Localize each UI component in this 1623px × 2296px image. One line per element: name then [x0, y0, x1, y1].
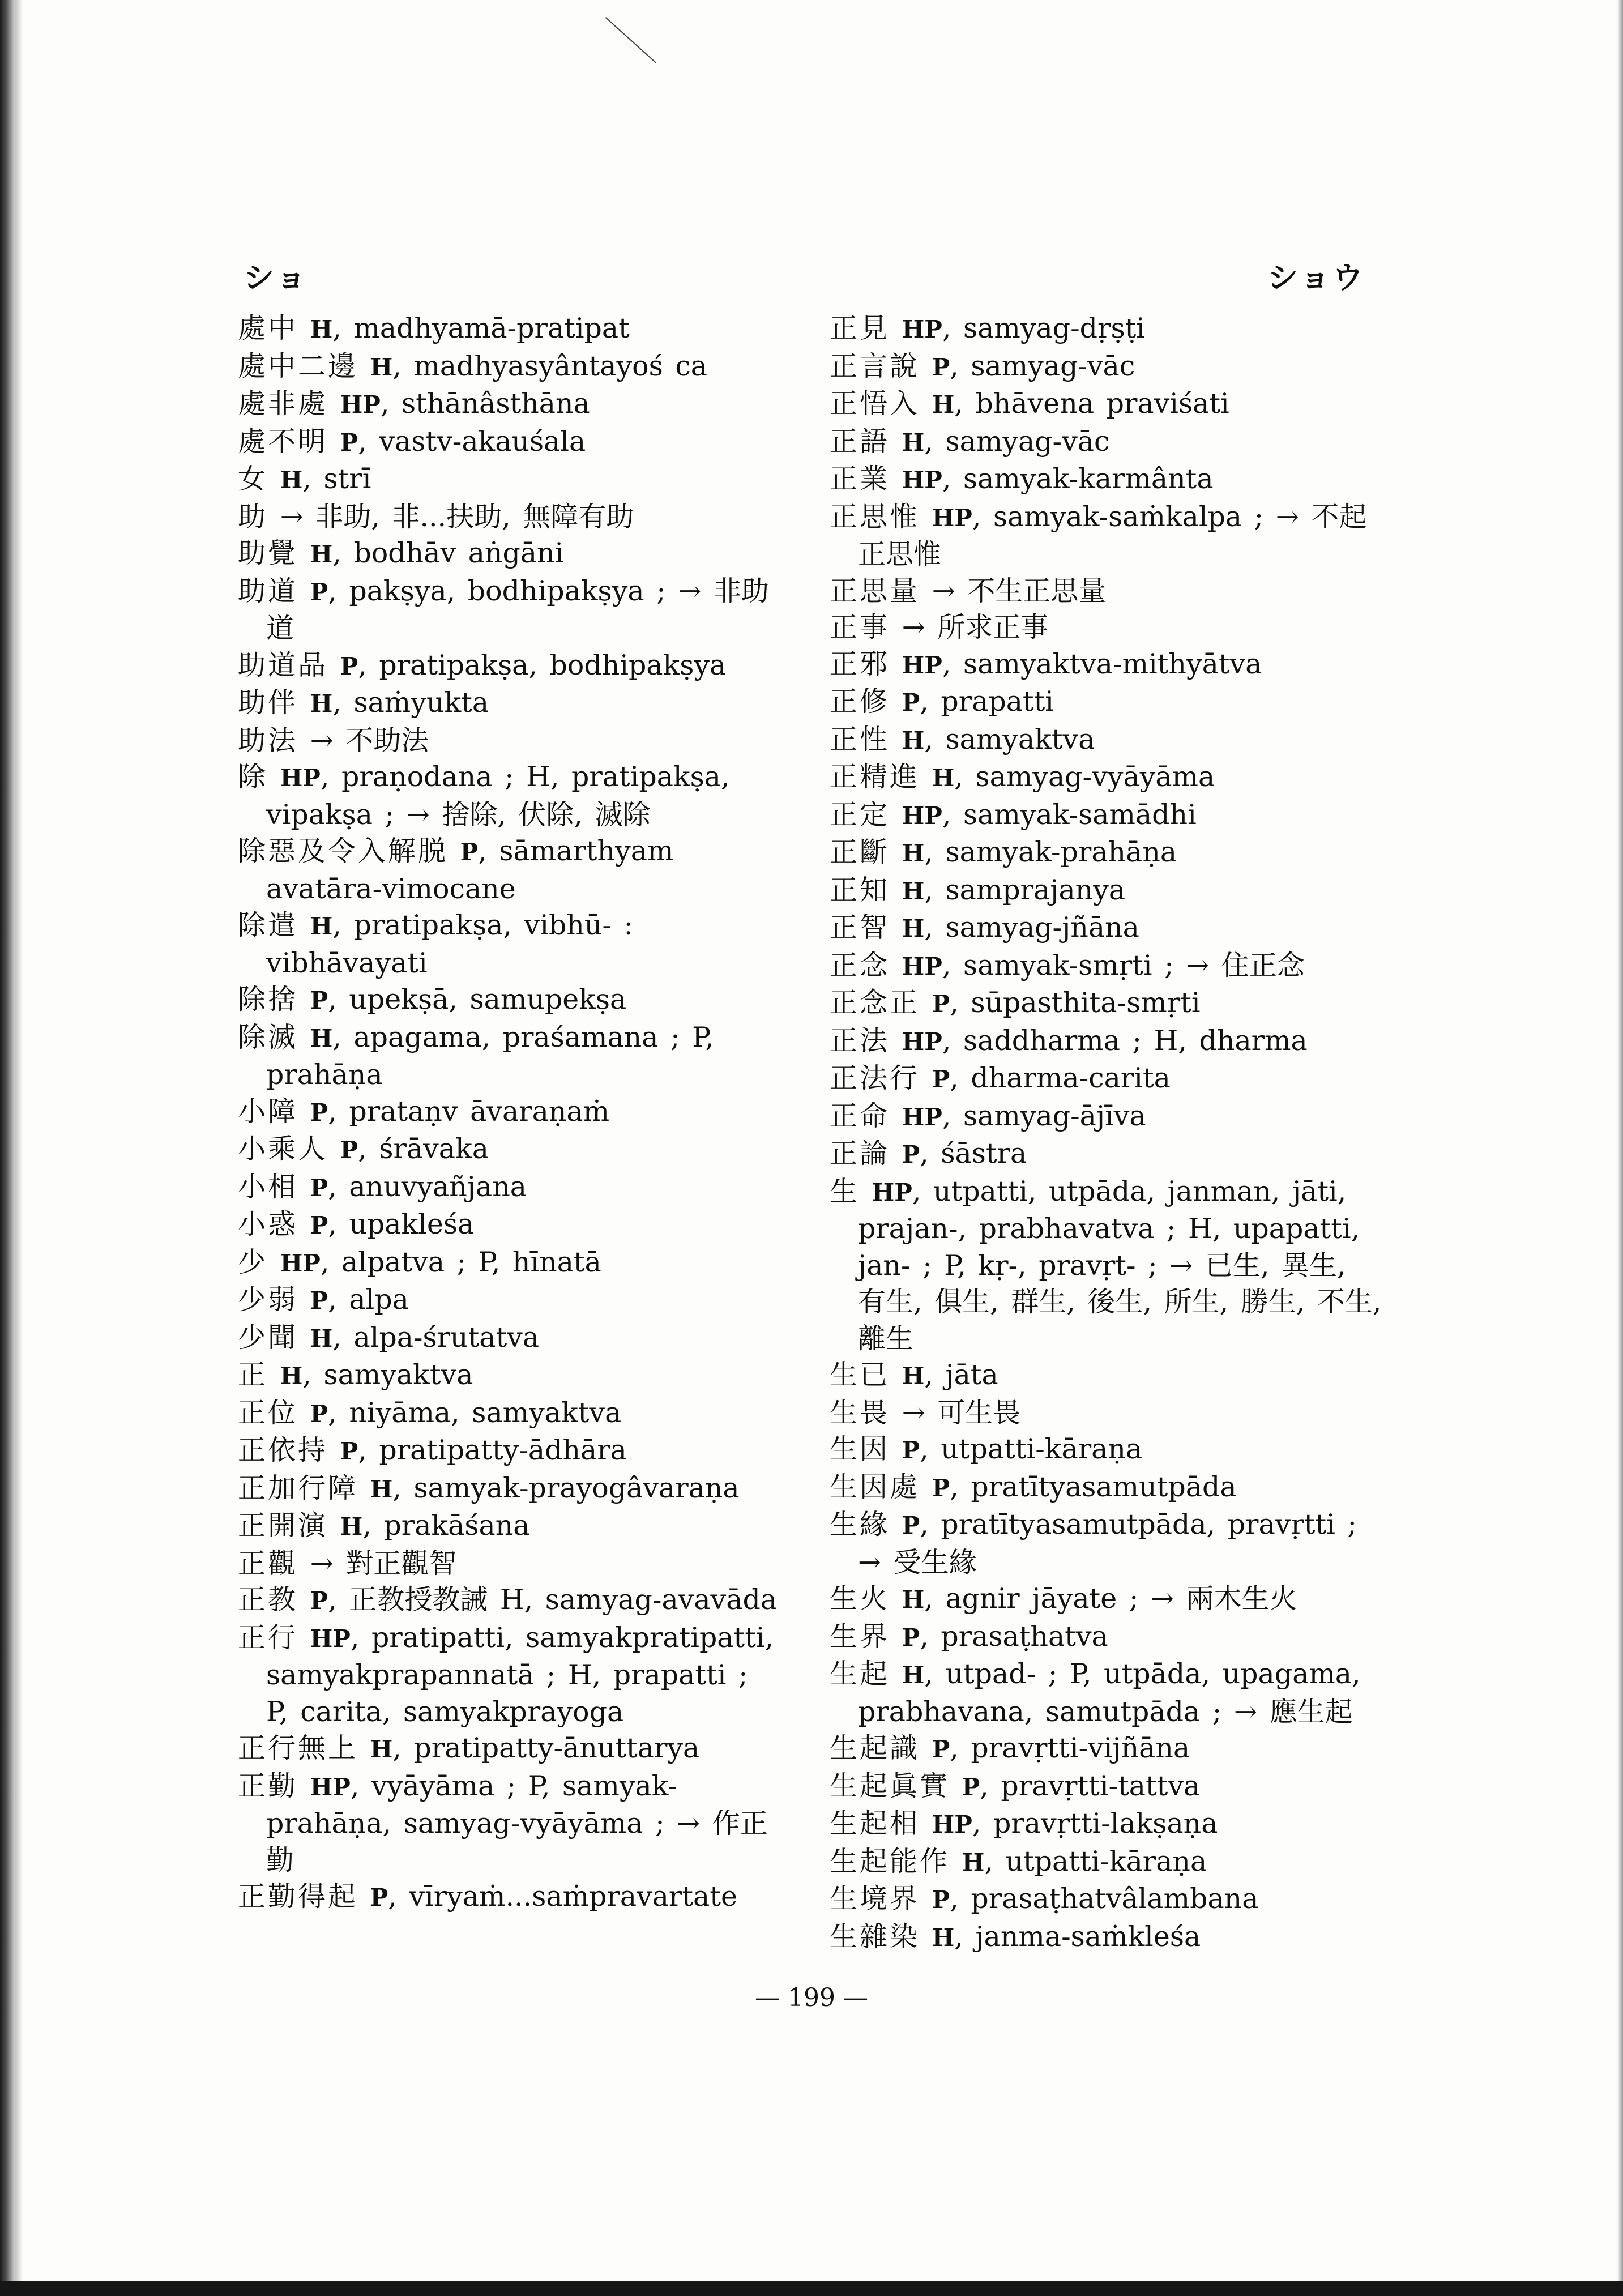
dictionary-entry: 少弱 P, alpa: [238, 1283, 409, 1316]
entry-definition: samyag-jñāna: [945, 911, 1139, 944]
dictionary-entry: 正命 HP, samyag-ājīva: [830, 1099, 1146, 1132]
entry-source-marker: H: [902, 915, 925, 942]
dictionary-entry: 正言說 P, samyag-vāc: [830, 349, 1135, 382]
dictionary-entry: 正開演 H, prakāśana: [238, 1509, 530, 1542]
entry-source-marker: H: [902, 1586, 925, 1614]
entry-headword: 助道: [238, 574, 298, 607]
entry-source-marker: H: [310, 540, 333, 568]
entry-headword: 生起眞實: [830, 1769, 950, 1802]
entry-headword: 少: [238, 1245, 268, 1278]
entry-definition: madhyasyântayoś ca: [413, 349, 707, 382]
entry-definition: anuvyañjana: [349, 1170, 527, 1203]
entry-definition: pakṣya, bodhipakṣya ; → 非助道: [266, 574, 769, 645]
entry-definition: pratipakṣa, vibhū- : vibhāvayati: [266, 909, 634, 979]
entry-source-marker: P: [370, 1884, 388, 1911]
entry-source-marker: H: [280, 466, 303, 494]
entry-headword: 生起相: [830, 1807, 920, 1840]
entry-headword: 生因: [830, 1433, 890, 1465]
entry-source-marker: P: [310, 1287, 328, 1315]
entry-headword: 生已: [830, 1359, 890, 1391]
dictionary-entry: [238, 723, 781, 759]
dictionary-entry: 正性 H, samyaktva: [830, 723, 1095, 756]
entry-headword: 正加行障: [238, 1471, 358, 1504]
entry-headword: 正行: [238, 1621, 298, 1654]
entry-source-marker: H: [370, 1475, 393, 1503]
entry-headword: 正知: [830, 873, 890, 906]
dictionary-entry: 正修 P, prapatti: [830, 685, 1054, 718]
entry-headword: 小相: [238, 1170, 298, 1203]
entry-definition: sūpasthita-smṛti: [971, 987, 1201, 1019]
entry-definition: prasaṭhatvâlambana: [971, 1883, 1259, 1915]
entry-definition: prakāśana: [383, 1509, 530, 1542]
page-number: — 199 —: [755, 1983, 868, 2012]
entry-headword: 少弱: [238, 1283, 298, 1316]
entry-definition: samyag-vyāyāma: [975, 761, 1215, 793]
entry-headword: 生雜染: [830, 1920, 920, 1953]
entry-definition: prataṇv āvaraṇaṁ: [349, 1095, 610, 1128]
entry-source-marker: HP: [340, 391, 381, 419]
entry-definition: samprajanya: [945, 873, 1126, 906]
entry-definition: upekṣā, samupekṣa: [349, 983, 627, 1015]
entry-definition: pravṛtti-lakṣaṇa: [993, 1807, 1218, 1840]
entry-definition: vīryaṁ...saṁpravartate: [409, 1880, 737, 1913]
entry-headword: 生火: [830, 1582, 890, 1615]
entry-headword: 正法: [830, 1024, 890, 1057]
entry-headword: 正性: [830, 723, 890, 756]
dictionary-entry: [830, 609, 1385, 646]
entry-source-marker: P: [310, 1173, 328, 1202]
entry-source-marker: P: [902, 1436, 920, 1464]
entry-headword: 正言說: [830, 349, 920, 382]
entry-headword: 助伴: [238, 686, 298, 719]
entry-headword: 正智: [830, 911, 890, 944]
entry-definition: pratipatty-ānuttarya: [413, 1732, 700, 1764]
entry-headword: 助覺: [238, 537, 298, 569]
entry-headword: 生起識: [830, 1732, 920, 1764]
entry-source-marker: HP: [902, 801, 942, 830]
dictionary-entry: 生因處 P, pratītyasamutpāda: [830, 1470, 1237, 1503]
entry-source-marker: HP: [280, 1249, 321, 1277]
entry-definition: utpatti-kāraṇa: [941, 1433, 1143, 1465]
entry-source-marker: HP: [872, 1178, 912, 1206]
dictionary-entry: 處非處 HP, sthānâsthāna: [238, 387, 590, 420]
entry-definition: samyak-smṛti ; → 住正念: [963, 949, 1305, 981]
entry-definition: samyak-saṁkalpa ; → 不起正思惟: [858, 500, 1367, 570]
dictionary-entry: 正語 H, samyag-vāc: [830, 425, 1110, 458]
dictionary-entry: 生因 P, utpatti-kāraṇa: [830, 1433, 1143, 1465]
entry-headword: 助道品: [238, 648, 328, 681]
entry-source-marker: H: [962, 1848, 985, 1876]
entry-headword: 生畏: [830, 1396, 890, 1429]
dictionary-entry: 生起能作 H, utpatti-kāraṇa: [830, 1845, 1207, 1877]
dictionary-entry: 小相 P, anuvyañjana: [238, 1170, 527, 1203]
dictionary-entry: 助道 P, pakṣya, bodhipakṣya ; → 非助道: [238, 574, 769, 645]
entry-headword: 正念: [830, 949, 890, 981]
dictionary-entry: 女 H, strī: [238, 463, 371, 495]
entry-source-marker: HP: [310, 1773, 351, 1801]
entry-headword: 生起能作: [830, 1845, 950, 1877]
entry-definition: samyak-prayogâvaraṇa: [413, 1471, 740, 1504]
entry-headword: 正悟入: [830, 387, 920, 420]
entry-source-marker: HP: [902, 315, 942, 343]
dictionary-entry: 正法 HP, saddharma ; H, dharma: [830, 1024, 1308, 1057]
running-head-left: ショ: [244, 259, 309, 296]
entry-headword: 正邪: [830, 647, 890, 680]
dictionary-entry: 正行 HP, pratipatti, samyakpratipatti, samyakprapannatā ; H, prapatti ; P, carita, samyakprayoga: [238, 1621, 774, 1728]
entry-headword: 正開演: [238, 1509, 328, 1542]
entry-source-marker: H: [902, 877, 925, 905]
entry-headword: 正論: [830, 1137, 890, 1170]
dictionary-entry: 正法行 P, dharma-carita: [830, 1062, 1171, 1094]
entry-source-marker: HP: [902, 1027, 942, 1056]
entry-definition: pravṛtti-tattva: [1001, 1769, 1201, 1802]
entry-source-marker: HP: [932, 1811, 972, 1838]
entry-definition: śāstra: [941, 1137, 1027, 1170]
entry-headword: 生境界: [830, 1883, 920, 1915]
entry-headword: 除遣: [238, 909, 298, 941]
entry-definition: saddharma ; H, dharma: [963, 1024, 1308, 1057]
dictionary-entry: 生起 H, utpad- ; P, utpāda, upagama, prabhavana, samutpāda ; → 應生起: [830, 1658, 1361, 1728]
entry-source-marker: P: [932, 1886, 950, 1914]
entry-definition: → 可生畏: [902, 1396, 1021, 1429]
dictionary-entry: 處中 H, madhyamā-pratipat: [238, 312, 630, 344]
entry-source-marker: H: [902, 726, 925, 754]
entry-source-marker: P: [340, 1136, 358, 1164]
entry-source-marker: H: [902, 1362, 925, 1390]
entry-definition: samyak-samādhi: [963, 798, 1197, 831]
dictionary-entry: 生 HP, utpatti, utpāda, janman, jāti, prajan-, prabhavatva ; H, upapatti, jan- ; P, kṛ-, pravṛt- ; → 已生, 異生, 有生, 俱生, 群生, 後生, 所生, 勝生, 不生, 離生: [830, 1175, 1382, 1355]
entry-headword: 正定: [830, 798, 890, 831]
dictionary-entry: 除惡及令入解脱 P, sāmarthyam avatāra-vimocane: [238, 835, 674, 905]
entry-headword: 處中二邊: [238, 349, 358, 382]
dictionary-entry: [830, 573, 1385, 610]
entry-definition: pratītyasamutpāda, pravṛtti ; → 受生緣: [858, 1508, 1357, 1578]
scan-binding-shadow: [15, 0, 23, 2296]
entry-headword: 正思惟: [830, 500, 920, 533]
entry-definition: bodhāv aṅgāni: [353, 537, 564, 569]
scan-bottom-edge: [0, 2281, 1623, 2296]
entry-source-marker: P: [932, 990, 950, 1018]
dictionary-entry: 除捨 P, upekṣā, samupekṣa: [238, 983, 627, 1015]
entry-headword: 生因處: [830, 1470, 920, 1503]
dictionary-entry: 生火 H, agnir jāyate ; → 兩木生火: [830, 1582, 1297, 1615]
entry-headword: 正觀: [238, 1547, 298, 1580]
entry-definition: vyāyāma ; P, samyak-prahāṇa, samyag-vyāyāma ; → 作正勤: [266, 1769, 768, 1876]
entry-definition: vastv-akauśala: [379, 425, 586, 458]
entry-definition: samyag-dṛṣṭi: [963, 312, 1145, 344]
entry-source-marker: HP: [310, 1624, 351, 1653]
entry-headword: 生: [830, 1175, 860, 1207]
entry-headword: 除惡及令入解脱: [238, 835, 449, 867]
entry-headword: 正勤: [238, 1769, 298, 1802]
entry-headword: 正思量: [830, 574, 920, 607]
entry-definition: bhāvena praviśati: [975, 387, 1229, 420]
dictionary-entry: 正念正 P, sūpasthita-smṛti: [830, 987, 1201, 1019]
entry-definition: prapatti: [941, 685, 1054, 718]
dictionary-entry: 正行無上 H, pratipatty-ānuttarya: [238, 1732, 700, 1764]
dictionary-entry: 正斷 H, samyak-prahāṇa: [830, 836, 1177, 868]
entry-source-marker: P: [340, 428, 358, 456]
entry-headword: 正行無上: [238, 1732, 358, 1764]
entry-source-marker: P: [460, 838, 479, 866]
entry-source-marker: H: [310, 1324, 333, 1352]
entry-definition: sāmarthyam avatāra-vimocane: [266, 835, 674, 905]
entry-source-marker: P: [310, 1587, 328, 1615]
entry-headword: 正教: [238, 1584, 298, 1616]
entry-source-marker: P: [902, 1512, 920, 1539]
entry-definition: niyāma, samyaktva: [349, 1396, 622, 1429]
dictionary-entry: 處不明 P, vastv-akauśala: [238, 425, 586, 458]
entry-definition: samyag-vāc: [971, 349, 1135, 382]
entry-source-marker: H: [902, 1661, 925, 1689]
dictionary-entry: 正念 HP, samyak-smṛti ; → 住正念: [830, 949, 1305, 981]
entry-definition: alpatva ; P, hīnatā: [341, 1245, 601, 1278]
dictionary-entry: 正悟入 H, bhāvena praviśati: [830, 387, 1229, 420]
dictionary-entry: 正知 H, samprajanya: [830, 873, 1126, 906]
entry-source-marker: P: [340, 1437, 358, 1465]
entry-headword: 正位: [238, 1396, 298, 1429]
dictionary-entry: [830, 1395, 1385, 1432]
entry-definition: pravṛtti-vijñāna: [971, 1732, 1190, 1764]
dictionary-entry: 小惑 P, upakleśa: [238, 1208, 475, 1240]
dictionary-entry: 生起眞實 P, pravṛtti-tattva: [830, 1769, 1201, 1802]
entry-definition: utpad- ; P, utpāda, upagama, prabhavana, samutpāda ; → 應生起: [858, 1658, 1361, 1728]
dictionary-entry: 正定 HP, samyak-samādhi: [830, 798, 1197, 831]
entry-source-marker: H: [280, 1362, 303, 1390]
entry-definition: samyak-prahāṇa: [945, 836, 1177, 868]
dictionary-entry: 正勤 HP, vyāyāma ; P, samyak-prahāṇa, samyag-vyāyāma ; → 作正勤: [238, 1769, 768, 1876]
dictionary-entry: 小乘人 P, śrāvaka: [238, 1133, 489, 1165]
entry-source-marker: HP: [902, 466, 942, 494]
entry-headword: 正依持: [238, 1434, 328, 1466]
entry-headword: 助: [238, 500, 268, 533]
entry-headword: 生起: [830, 1658, 890, 1690]
dictionary-entry: 正勤得起 P, vīryaṁ...saṁpravartate: [238, 1880, 737, 1913]
entry-source-marker: P: [932, 1474, 950, 1502]
entry-definition: → 對正觀智: [310, 1547, 457, 1580]
entry-definition: madhyamā-pratipat: [353, 312, 630, 344]
dictionary-entry: 正 H, samyaktva: [238, 1359, 473, 1391]
entry-definition: pratipakṣa, bodhipakṣya: [379, 648, 727, 681]
entry-source-marker: P: [962, 1773, 980, 1801]
dictionary-entry: 正依持 P, pratipatty-ādhāra: [238, 1434, 627, 1466]
dictionary-entry: 正精進 H, samyag-vyāyāma: [830, 761, 1215, 793]
entry-source-marker: H: [902, 839, 925, 867]
dictionary-entry: 助覺 H, bodhāv aṅgāni: [238, 537, 564, 569]
entry-definition: upakleśa: [349, 1208, 475, 1240]
entry-source-marker: H: [370, 353, 393, 381]
dictionary-entry: 正思惟 HP, samyak-saṁkalpa ; → 不起正思惟: [830, 500, 1367, 570]
entry-source-marker: H: [932, 1923, 955, 1952]
entry-definition: saṁyukta: [353, 686, 489, 719]
entry-headword: 正事: [830, 611, 890, 643]
entry-source-marker: P: [932, 353, 950, 381]
entry-source-marker: P: [310, 1399, 328, 1428]
scan-mark: [605, 17, 657, 63]
entry-headword: 正語: [830, 425, 890, 458]
entry-definition: samyag-vāc: [945, 425, 1110, 458]
entry-source-marker: P: [902, 1623, 920, 1651]
entry-headword: 處中: [238, 312, 298, 344]
entry-headword: 小惑: [238, 1208, 298, 1240]
entry-headword: 處非處: [238, 387, 328, 420]
entry-headword: 正見: [830, 312, 890, 344]
entry-source-marker: HP: [902, 651, 942, 679]
entry-headword: 正勤得起: [238, 1880, 358, 1913]
entry-headword: 小乘人: [238, 1133, 328, 1165]
entry-definition: utpatti, utpāda, janman, jāti, prajan-, prabhavatva ; H, upapatti, jan- ; P, kṛ-, pravṛt- ; → 已生, 異生, 有生, 俱生, 群生, 後生, 所生, 勝生, 不生, 離生: [858, 1175, 1382, 1355]
entry-source-marker: HP: [902, 1103, 942, 1131]
entry-headword: 女: [238, 463, 268, 495]
entry-headword: 助法: [238, 724, 298, 757]
entry-source-marker: HP: [280, 764, 321, 792]
entry-source-marker: H: [902, 428, 925, 456]
entry-definition: jāta: [945, 1359, 998, 1391]
entry-definition: utpatti-kāraṇa: [1005, 1845, 1207, 1877]
entry-headword: 正業: [830, 463, 890, 495]
dictionary-entry: 生已 H, jāta: [830, 1359, 998, 1391]
entry-source-marker: P: [902, 1141, 920, 1168]
entry-headword: 正念正: [830, 987, 920, 1019]
entry-definition: praṇodana ; H, pratipakṣa, vipakṣa ; → 捨除, 伏除, 滅除: [266, 761, 730, 831]
left-column: [238, 310, 781, 1917]
entry-definition: pratītyasamutpāda: [971, 1470, 1237, 1503]
dictionary-entry: [238, 1546, 781, 1582]
dictionary-entry: 助道品 P, pratipakṣa, bodhipakṣya: [238, 648, 727, 681]
entry-headword: 除捨: [238, 983, 298, 1015]
scan-binding-edge: [0, 0, 15, 2296]
dictionary-entry: 正論 P, śāstra: [830, 1137, 1027, 1170]
entry-headword: 少聞: [238, 1321, 298, 1354]
entry-definition: alpa-śrutatva: [353, 1321, 540, 1354]
dictionary-entry: 少聞 H, alpa-śrutatva: [238, 1321, 540, 1354]
entry-definition: apagama, praśamana ; P, prahāṇa: [266, 1021, 714, 1091]
dictionary-entry: 少 HP, alpatva ; P, hīnatā: [238, 1245, 601, 1278]
entry-definition: → 不助法: [310, 724, 429, 757]
dictionary-entry: 生境界 P, prasaṭhatvâlambana: [830, 1883, 1259, 1915]
entry-source-marker: H: [310, 315, 333, 343]
entry-definition: samyaktva-mithyātva: [963, 647, 1262, 680]
dictionary-entry: [238, 499, 781, 536]
dictionary-entry: 生起相 HP, pravṛtti-lakṣaṇa: [830, 1807, 1218, 1840]
entry-headword: 正法行: [830, 1062, 920, 1094]
entry-headword: 除滅: [238, 1021, 298, 1053]
dictionary-entry: 正智 H, samyag-jñāna: [830, 911, 1139, 944]
entry-definition: pratipatty-ādhāra: [379, 1434, 627, 1466]
dictionary-entry: 處中二邊 H, madhyasyântayoś ca: [238, 349, 707, 382]
entry-source-marker: H: [340, 1513, 363, 1540]
entry-headword: 正: [238, 1359, 268, 1391]
entry-definition: samyaktva: [323, 1359, 473, 1391]
entry-definition: alpa: [349, 1283, 409, 1316]
entry-definition: śrāvaka: [379, 1133, 489, 1165]
dictionary-entry: 正位 P, niyāma, samyaktva: [238, 1396, 622, 1429]
scan-right-edge: [1617, 0, 1623, 2296]
dictionary-entry: 正加行障 H, samyak-prayogâvaraṇa: [238, 1471, 740, 1504]
entry-definition: samyag-ājīva: [963, 1099, 1146, 1132]
entry-source-marker: P: [310, 578, 328, 606]
dictionary-entry: 生界 P, prasaṭhatva: [830, 1620, 1108, 1653]
entry-headword: 正命: [830, 1099, 890, 1132]
dictionary-entry: 正業 HP, samyak-karmânta: [830, 463, 1214, 495]
entry-source-marker: H: [310, 690, 333, 718]
entry-headword: 處不明: [238, 425, 328, 458]
entry-source-marker: HP: [902, 952, 942, 980]
dictionary-entry: 正見 HP, samyag-dṛṣṭi: [830, 312, 1145, 344]
entry-headword: 生緣: [830, 1508, 890, 1540]
entry-definition: agnir jāyate ; → 兩木生火: [945, 1582, 1297, 1615]
entry-source-marker: P: [340, 652, 358, 680]
dictionary-entry: 小障 P, prataṇv āvaraṇaṁ: [238, 1095, 610, 1128]
dictionary-entry: 正教 P, 正教授教誡 H, samyag-avavāda: [238, 1584, 778, 1616]
entry-definition: dharma-carita: [971, 1062, 1171, 1094]
entry-definition: prasaṭhatva: [941, 1620, 1108, 1653]
entry-source-marker: P: [310, 987, 328, 1014]
dictionary-entry: 除滅 H, apagama, praśamana ; P, prahāṇa: [238, 1021, 714, 1091]
dictionary-entry: 生起識 P, pravṛtti-vijñāna: [830, 1732, 1190, 1764]
entry-source-marker: P: [310, 1098, 328, 1126]
entry-source-marker: P: [310, 1211, 328, 1239]
entry-headword: 小障: [238, 1095, 298, 1128]
entry-definition: janma-saṁkleśa: [975, 1920, 1201, 1953]
entry-source-marker: H: [932, 391, 955, 419]
entry-definition: → 不生正思量: [932, 574, 1107, 607]
dictionary-entry: 除 HP, praṇodana ; H, pratipakṣa, vipakṣa ; → 捨除, 伏除, 滅除: [238, 761, 730, 831]
entry-headword: 正精進: [830, 761, 920, 793]
entry-definition: 正教授教誡 H, samyag-avavāda: [349, 1584, 778, 1616]
entry-source-marker: P: [932, 1735, 950, 1763]
entry-source-marker: P: [932, 1065, 950, 1093]
entry-definition: → 非助, 非...扶助, 無障有助: [280, 500, 634, 533]
dictionary-entry: 除遣 H, pratipakṣa, vibhū- : vibhāvayati: [238, 909, 634, 979]
entry-definition: strī: [323, 463, 371, 495]
dictionary-entry: 正邪 HP, samyaktva-mithyātva: [830, 647, 1262, 680]
entry-headword: 正斷: [830, 836, 890, 868]
entry-source-marker: H: [310, 1024, 333, 1052]
entry-source-marker: P: [902, 689, 920, 716]
dictionary-entry: 生雜染 H, janma-saṁkleśa: [830, 1920, 1201, 1953]
entry-definition: pratipatti, samyakpratipatti, samyakprapannatā ; H, prapatti ; P, carita, samyakprayoga: [266, 1621, 774, 1728]
entry-source-marker: H: [310, 912, 333, 940]
dictionary-entry: 生緣 P, pratītyasamutpāda, pravṛtti ; → 受生緣: [830, 1508, 1357, 1578]
entry-headword: 除: [238, 761, 268, 793]
entry-source-marker: H: [370, 1735, 393, 1763]
dictionary-entry: 助伴 H, saṁyukta: [238, 686, 489, 719]
entry-headword: 正修: [830, 685, 890, 718]
entry-definition: → 所求正事: [902, 611, 1049, 643]
entry-definition: sthānâsthāna: [402, 387, 590, 420]
entry-headword: 生界: [830, 1620, 890, 1653]
entry-source-marker: HP: [932, 503, 972, 532]
entry-definition: samyaktva: [945, 723, 1095, 756]
running-head-right: ショウ: [1267, 259, 1365, 296]
right-column: [830, 310, 1385, 1956]
entry-source-marker: H: [932, 764, 955, 792]
entry-definition: samyak-karmânta: [963, 463, 1214, 495]
